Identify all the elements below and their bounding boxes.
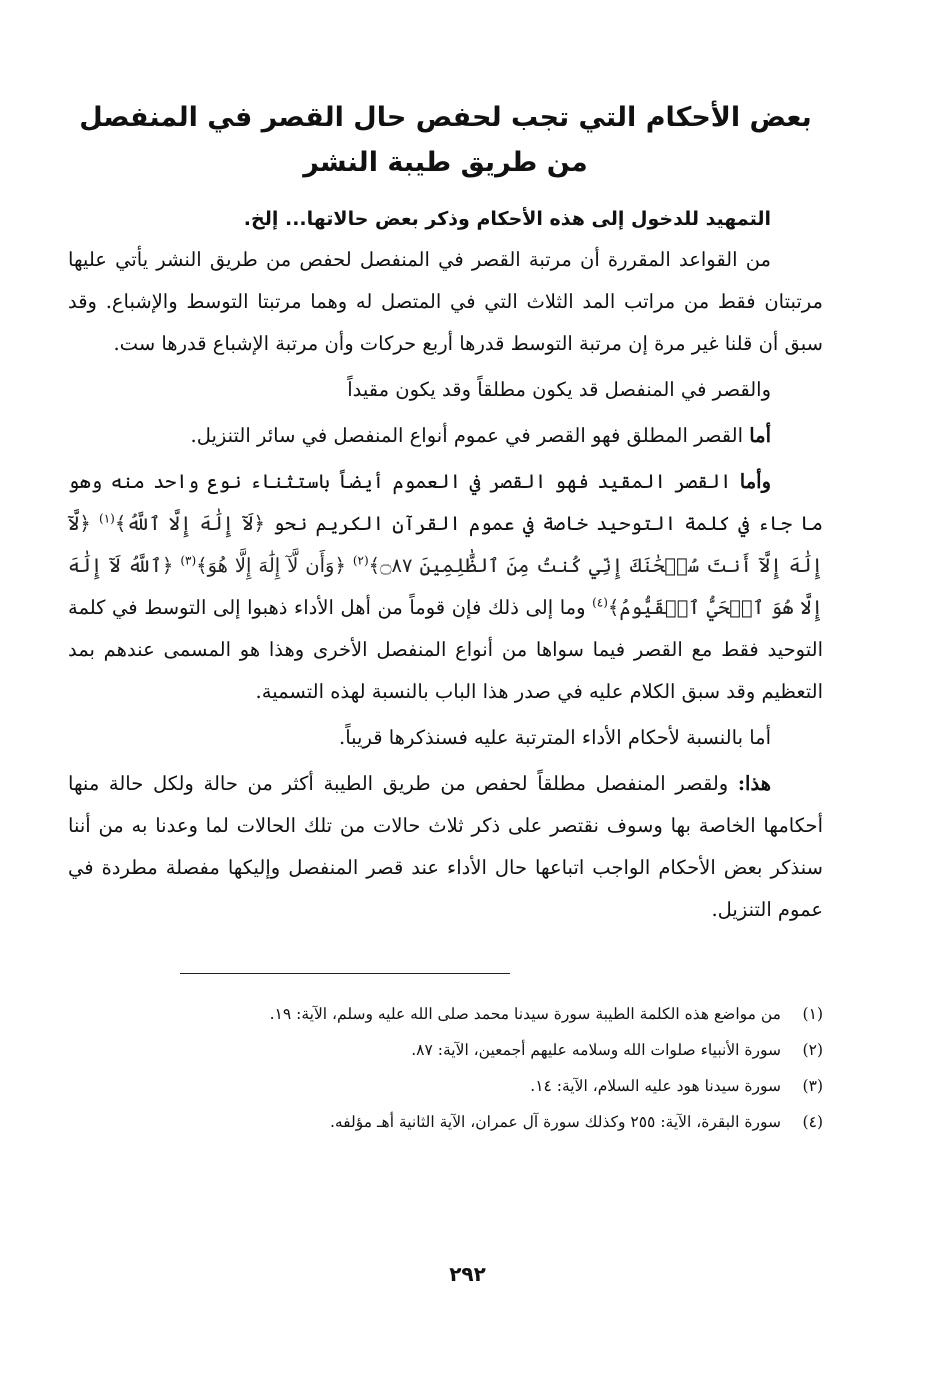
quran-verse-4: ﴿ٱللَّهُ لَآ إِلَٰهَ إِلَّا هُوَ ٱلۡحَيُّ ٱلۡقَيُّومُ﴾ <box>68 554 823 619</box>
paragraph-2: والقصر في المنفصل قد يكون مطلقاً وقد يكون مقيداً <box>347 378 771 401</box>
footnote-ref-2[interactable]: (٢) <box>352 553 369 568</box>
paragraph-3-text: القصر المطلق فهو القصر في عموم أنواع المنفصل في سائر التنزيل. <box>190 424 750 447</box>
footnote-separator <box>180 973 510 974</box>
footnote-separator-wrap <box>68 973 823 974</box>
footnote-number: (٤) <box>802 1113 823 1131</box>
footnote-number: (٣) <box>802 1077 823 1095</box>
footnote-number: (٢) <box>802 1041 823 1059</box>
paragraph-3 <box>68 415 823 457</box>
paragraph-4 <box>68 461 823 713</box>
quran-verse-1: ﴿لَآ إِلَٰهَ إِلَّا ٱللَّهُ﴾ <box>114 512 265 535</box>
footnote-text: من مواضع هذه الكلمة الطيبة سورة سيدنا محمد صلى الله عليه وسلم، الآية: ١٩. <box>269 1005 781 1023</box>
footnote-item <box>68 1104 823 1140</box>
quran-verse-3: ﴿وَأَن لَّآ إِلَٰهَ إِلَّا هُوَ﴾ <box>196 554 353 577</box>
paragraph-4-text-a: القصر المقيد فهو القصر في العموم أيضاً باستثناء نوع واحد منه وهو ما جاء في كلمة التوحيد خاصة في عموم القرآن الكريم نحو <box>68 470 823 535</box>
paragraph-1: من القواعد المقررة أن مرتبة القصر في المنفصل لحفص من طريق النشر يأتي عليها مرتبتان فقط من مراتب المد الثلاث التي في المتصل له وهما مرتبتا التوسط والإشباع. وقد سبق أن قلنا غير مرة إن مرتبة التوسط قدرها أربع حركات وأن مرتبة الإشباع قدرها ست. <box>68 248 823 355</box>
paragraph-6-lead: هذا: <box>737 772 771 795</box>
body-text <box>68 239 823 931</box>
chapter-title: بعض الأحكام التي تجب لحفص حال القصر في المنفصل من طريق طيبة النشر <box>79 102 812 178</box>
section-subtitle: التمهيد للدخول إلى هذه الأحكام وذكر بعض حالاتها... إلخ. <box>243 208 771 230</box>
paragraph-4-lead: وأما <box>739 470 771 493</box>
footnotes <box>68 996 823 1140</box>
footnote-item <box>68 1032 823 1068</box>
paragraph-6-text: ولقصر المنفصل مطلقاً لحفص من طريق الطيبة أكثر من حالة ولكل حالة منها أحكامها الخاصة بها وسوف نقتصر على ذكر ثلاث حالات من تلك الحالات لما وعدنا به من أننا سنذكر بعض الأحكام الواجب اتباعها حال الأداء عند قصر المنفصل وإليكها مفصلة مطردة في عموم التنزيل. <box>68 772 823 921</box>
footnote-text: سورة سيدنا هود عليه السلام، الآية: ١٤. <box>530 1077 781 1095</box>
footnote-ref-3[interactable]: (٣) <box>180 553 197 568</box>
footnote-text: سورة الأنبياء صلوات الله وسلامه عليهم أجمعين، الآية: ٨٧. <box>411 1041 781 1059</box>
page-number: ٢٩٢ <box>449 1262 486 1286</box>
paragraph-6 <box>68 763 823 931</box>
footnote-ref-1[interactable]: (١) <box>99 511 115 526</box>
paragraph-3-lead: أما <box>749 424 771 447</box>
footnote-item <box>68 996 823 1032</box>
footnote-text: سورة البقرة، الآية: ٢٥٥ وكذلك سورة آل عمران، الآية الثانية أهـ مؤلفه. <box>329 1113 781 1131</box>
paragraph-5: أما بالنسبة لأحكام الأداء المترتبة عليه فسنذكرها قريباً. <box>339 726 771 749</box>
footnote-number: (١) <box>802 1005 823 1023</box>
footnote-ref-4[interactable]: (٤) <box>592 595 608 610</box>
footnote-item <box>68 1068 823 1104</box>
quran-verse-2: ﴿لَّآ إِلَٰهَ إِلَّآ أَنتَ سُبۡحَٰنَكَ إِنِّي كُنتُ مِنَ ٱلظَّٰلِمِينَ ۝٨٧﴾ <box>68 512 823 577</box>
paragraph-4-text-b: وما إلى ذلك فإن قوماً من أهل الأداء ذهبوا إلى التوسط في كلمة التوحيد فقط مع القصر فيما سواها من أنواع المنفصل الأخرى وهذا هو المسمى عندهم بمد التعظيم وقد سبق الكلام عليه في صدر هذا الباب بالنسبة لهذه التسمية. <box>68 596 823 703</box>
